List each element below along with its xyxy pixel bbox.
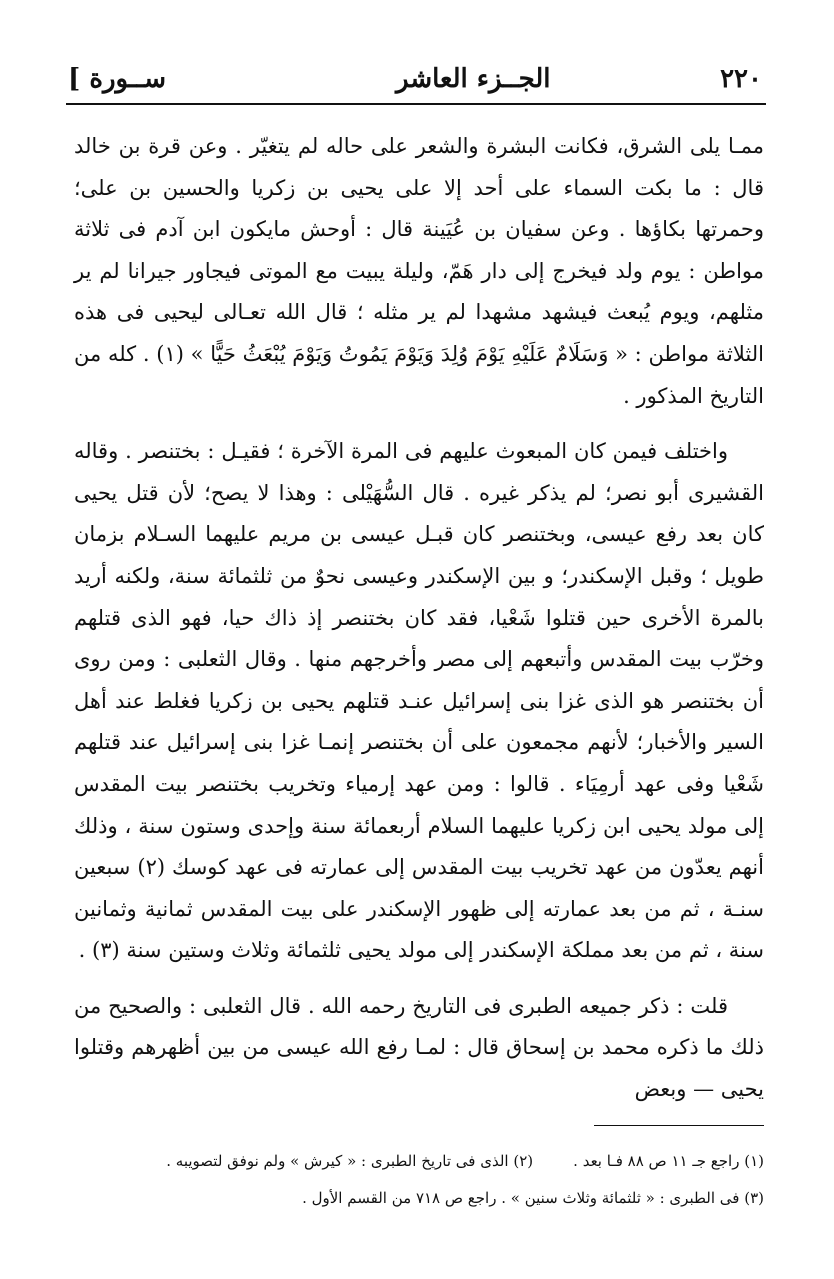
- footnote-2: (٢) الذى فى تاريخ الطبرى : « كيرش » ولم نوفق لتصويبه .: [166, 1152, 534, 1170]
- paragraph-2: واختلف فيمن كان المبعوث عليهم فى المرة الآخرة ؛ فقيـل : بختنصر . وقاله القشيرى أبو نصر؛ لم يذكر غيره . قال السُّهَيْلى : وهذا لا يصح؛ لأن قتل يحيى كان بعد رفع عيسى، وبختنصر كان قبـل عيسى بن مريم عليهما السـلام بزمان طويل ؛ وقبل الإسكندر؛ و بين الإسكندر وعيسى نحوٌ من ثلثمائة سنة، ولكنه أريد بالمرة الأخرى حين قتلوا شَعْيا، فقد كان بختنصر إذ ذاك حيا، فهو الذى قتلهم وخرّب بيت المقدس وأتبعهم إلى مصر وأخرجهم منها . وقال الثعلبى : ومن روى أن بختنصر هو الذى غزا بنى إسرائيل عنـد قتلهم يحيى بن زكريا فغلط عند أهل السير والأخبار؛ لأنهم مجمعون على أن بختنصر إنمـا غزا بنى إسرائيل عند قتلهم شَعْيا وفى عهد أرمِيَاء . قالوا : ومن عهد إرمياء وتخريب بختنصر بيت المقدس إلى مولد يحيى ابن زكريا عليهما السلام أربعمائة سنة وإحدى وستون سنة ، وذلك أنهم يعدّون من عهد تخريب بيت المقدس إلى عمارته فى عهد كوسك (٢) سبعين سنـة ، ثم من بعد عمارته إلى ظهور الإسكندر على بيت المقدس ثمانية وثمانين سنة ، ثم من بعد مملكة الإسكندر إلى مولد يحيى ثلثمائة وثلاث وستين سنة (٣) .: [74, 439, 764, 963]
- running-header: [66, 62, 766, 104]
- paragraph-1: ممـا يلى الشرق، فكانت البشرة والشعر على حاله لم يتغيّر . وعن قرة بن خالد قال : ما بكت السماء على أحد إلا على يحيى بن زكريا والحسين بن على؛ وحمرتها بكاؤها . وعن سفيان بن عُيَينة قال : أوحش مايكون ابن آدم فى ثلاثة مواطن : يوم ولد فيخرج إلى دار هَمّ، وليلة يبيت مع الموتى فيجاور جيرانا لم ير مثلهم، ويوم يُبعث فيشهد مشهدا لم ير مثله ؛ قال الله تعـالى ليحيى فى هذه الثلاثة مواطن : « وَسَلَامٌ عَلَيْهِ يَوْمَ وُلِدَ وَيَوْمَ يَمُوتُ وَيَوْمَ يُبْعَثُ حَيًّا » (١) . كله من التاريخ المذكور .: [74, 134, 764, 408]
- footnote-row-2: [74, 1180, 764, 1217]
- footnotes: [74, 1143, 764, 1217]
- paragraph-3: قلت : ذكر جميعه الطبرى فى التاريخ رحمه الله . قال الثعلبى : والصحيح من ذلك ما ذكره محمد بن إسحاق قال : لمـا رفع الله عيسى من بين أظهرهم وقتلوا يحيى — وبعض: [74, 993, 764, 1102]
- footnote-1: (١) راجع جـ ١١ ص ٨٨ فـا بعد .: [573, 1152, 764, 1170]
- footnote-3: (٣) فى الطبرى : « ثلثمائة وثلاث سنين » . راجع ص ٧١٨ من القسم الأول .: [302, 1189, 764, 1207]
- footnote-row-1: [74, 1143, 764, 1180]
- main-text: [74, 126, 764, 1111]
- part-title: الجــزء العاشر: [396, 64, 551, 94]
- header-rule: [66, 103, 766, 105]
- footnote-rule: [594, 1125, 764, 1126]
- sura-label: [ ســورة: [68, 64, 166, 94]
- page-number: ٢٢٠: [720, 64, 762, 94]
